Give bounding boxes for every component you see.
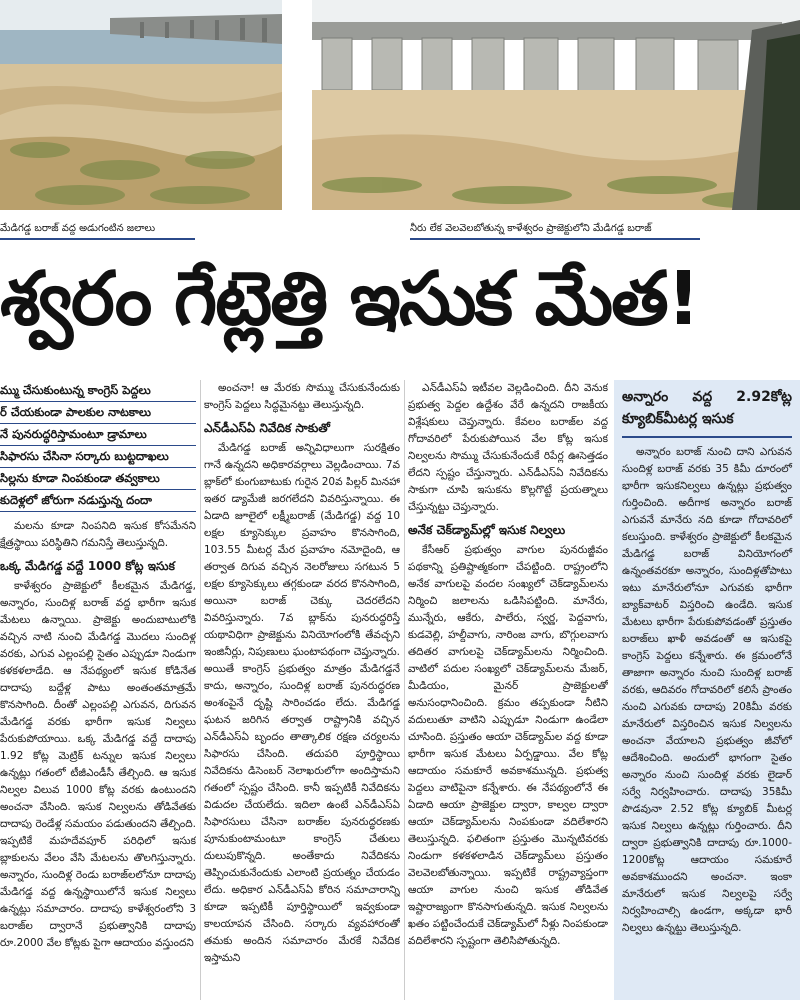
- column-divider: [200, 380, 201, 1000]
- bullet-item: ర్ చేయకుండా పాలకుల నాటకాలు: [0, 402, 196, 424]
- paragraph: కేసీఆర్ ప్రభుత్వం వాగుల పునరుజ్జీవం పథకాన్ని ప్రతిష్టాత్మకంగా చేపట్టింది. రాష్ట్రంలోని అనేక వాగులపై వందల సంఖ్యలో చెక్‌డ్యామ్‌లను నిర్మించి జలాలను ఒడిసిపట్టింది. మానేరు, మున్నేరు, ఆకేరు, పాలేరు, స్వర్ణ, పెద్దవాగు, కుడవెల్లి, హల్దీవాగు, నారింజ వాగు, బొగ్గులవాగు తదితర వాగులపై చెక్‌డ్యామ్‌లను నిర్మించింది. వాటిలో పదుల సంఖ్యలో చెక్‌డ్యామ్‌లను మేజర్, మీడియం, మైనర్ ప్రాజెక్టులతో అనుసంధానించింది. క్రమం తప్పకుండా నీటిని వదులుతూ వాటిని ఎప్పుడూ నిండుగా ఉండేలా చూసింది. ప్రస్తుతం ఆయా చెక్‌డ్యామ్‌ల వద్ద కూడా భారీగా ఇసుక మేటలు ఏర్పడ్డాయి. వేల కోట్ల ఆదాయం సమకూరే అవకాశమున్నది. ప్రభుత్వ పెద్దలు వాటిపైనా కన్నేశారు. ఈ నేపథ్యంలోనే ఈ ఏడాది ఆయా ప్రాజెక్టుల ద్వారా, కాల్వల ద్వారా ఆయా చెక్‌డ్యామ్‌లను నింపకుండా వదిలేశారని తెలుస్తున్నది. ఫలితంగా ప్రస్తుతం మొన్నటివరకు నిండుగా కళకళలాడిన చెక్‌డ్యామ్‌లు ప్రస్తుతం వెలవెలబోతున్నాయి. ఇప్పటికే రాష్ట్రవ్యాప్తంగా ఆయా వాగుల నుంచి ఇసుక తోడివేత ఇష్టారాజ్యంగా కొనసాగుతున్నది. ఇసుక నిల్వలను ఖతం పట్టించేందుకే చెక్‌డ్యామ్‌లో నీళ్లు నింపకుండా వదిలేశారని స్పష్టంగా తెలిసిపోతున్నది.: [408, 544, 608, 947]
- photo-caption-right: నీరు లేక వెలవెలబోతున్న కాళేశ్వరం ప్రాజెక్టులోని మేడిగడ్డ బరాజ్: [410, 223, 652, 234]
- bullet-item: సిఫారసు చేసినా సర్కారు బుట్టదాఖలు: [0, 446, 196, 468]
- photo-medigadda-water: [0, 0, 282, 210]
- column-divider: [404, 380, 405, 1000]
- sidebar-title: అన్నారం వద్ద 2.92కోట్ల క్యూబిక్‌మీటర్ల ఇసుక: [622, 389, 792, 427]
- sidebar-rule: [622, 436, 792, 438]
- subheading: ఒక్క మేడిగడ్డ వద్దే 1000 కోట్ల ఇసుక: [0, 559, 175, 573]
- caption-rule-right: [410, 238, 700, 240]
- paragraph: కాళేశ్వరం ప్రాజెక్టులో కీలకమైన మేడిగడ్డ, అన్నారం, సుందిళ్ల బరాజ్ వద్ద భారీగా ఇసుక మేటలు ఉన్నాయి. ప్రాజెక్టు అందుబాటులోకి వచ్చిన నాటి నుంచి మేడిగడ్డ మొదలు సుందిళ్ల వరకు, ఎగువ ఎల్లంపల్లి సైతం ఎప్పుడూ నిండుగా కళకళలాడేది. ఆ నేపథ్యంలో ఇసుక కోడినేత దాదాపు బద్దేళ్ల పాటు అంతంతమాత్రమే కొనసాగింది. దీంతో ఎల్లంపల్లి ఎగువన, దిగువన మేడిగడ్డ వరకు భారీగా ఇసుక నిల్వలు పేరుకుపోయాయి. ఒక్క మేడిగడ్డ వద్దే దాదాపు 1.92 కోట్ల మెట్రిక్ టన్నుల ఇసుక నిల్వలు ఉన్నట్లు గతంలో టీజీఎండీసీ తేల్చింది. ఆ ఇసుక నిల్వల విలువ 1000 కోట్ల వరకు ఉంటుందని అంచనా వేసింది. ఇసుక నిల్వలను తోడివేతకు దాదాపు రెండేళ్ల సమయం పడుతుందని తేల్చింది. ఇప్పటికే మహదేవపూర్ పరిధిలో ఇసుక బ్లాకులను వేలం వేసి మేటలను తొలగిస్తున్నారు. అన్నారం, సుందిళ్ల రెండు బరాజ్‌లలోనూ దాదాపు మేడిగడ్డ వద్ద ఉన్నస్థాయిలోనే ఇసుక నిల్వలు ఉన్నట్లు సమాచారం. దాదాపు కాళేశ్వరంలోని 3 బరాజ్‌ల ద్వారానే ప్రభుత్వానికి దాదాపు రూ.2000 వేల కోట్లకు పైగా ఆదాయం వస్తుందని: [0, 580, 196, 949]
- headline: శ్వరం గేట్లెత్తి ఇసుక మేత!: [0, 256, 699, 342]
- paragraph: మలను కూడా నింపనిది ఇసుక కోసమేనని క్షేత్రస్థాయి పరిస్థితిని గమనిస్తే తెలుస్తున్నది.: [0, 520, 196, 549]
- highlight-bullets: [0, 380, 196, 512]
- bullet-item: సిల్లను కూడా నింపకుండా తవ్వకాలు: [0, 468, 196, 490]
- photo-caption-left: మేడిగడ్డ బరాజ్ వద్ద అడుగంటిన జలాలు: [0, 223, 156, 234]
- paragraph: అన్నారం బరాజ్ నుంచి దాని ఎగువన సుందిళ్ల బరాజ్ వరకు 35 కిమీ దూరంలో భారీగా ఇసుకనిల్వలు ఉన్నట్లు ప్రభుత్వం గుర్తించింది. అదీగాక అన్నారం బరాజ్ ఎగువనే మానేరు నది కూడా గోదావరిలో కలుస్తుంది. కాళేశ్వరం ప్రాజెక్టులో కీలకమైన మేడిగడ్డ బరాజ్ వినియోగంలో ఉన్నంతవరకూ అన్నారం, సుందిళ్లతోపాటు ఇటు మానేరులోనూ ఎగువకు భారీగా బ్యాక్‌వాటర్ విస్తరించి ఉండేది. ఇసుక మేటలు భారీగా పేరుకుపోవడంతో ప్రస్తుతం బరాజ్‌లు ఖాళీ అవడంతో ఆ ఇసుకపై కాంగ్రెస్ పెద్దలు కన్నేశారు. ఈ క్రమంలోనే తాజాగా అన్నారం నుంచి సుందిళ్ల బరాజ్ వరకు, ఆదివరం గోదావరిలో కలిసే ప్రాంతం నుంచి ఎగువకు దాదాపు 20కిమీ వరకు మానేరులో విస్తరించిన ఇసుక నిల్వలను అంచనా వేయాలని ప్రభుత్వం జీవోలో ఆదేశించింది. అందులో భాగంగా సైతం అన్నారం నుంచి సుందిళ్ల వరకు లైడార్ సర్వే నిర్వహించారు. దాదాపు 35కిమీ పొడవునా 2.52 కోట్ల క్యూబిక్ మీటర్ల ఇసుక నిల్వలు ఉన్నట్లు గుర్తించారు. దీని ద్వారా ప్రభుత్వానికి దాదాపు రూ.1000-1200కోట్ల ఆదాయం సమకూరే అవకాశముందని అంచనా. ఇంకా మానేరులో ఇసుక నిల్వలపై సర్వే నిర్వహించాల్సి ఉండగా, అక్కడా భారీ నిల్వలు ఉన్నట్టు తెలుస్తున్నది.: [622, 446, 792, 934]
- article-column-2: [204, 380, 400, 1000]
- article-column-3: [408, 380, 608, 1000]
- sidebar-box: [614, 380, 800, 1000]
- subheading: ఎన్‌డీఎస్‌ఏ నివేదిక సాకుతో: [204, 421, 330, 435]
- article-column-1: [0, 380, 196, 1000]
- paragraph: అంచనా! ఆ మేరకు సొమ్ము చేసుకునేందుకు కాంగ్రెస్ పెద్దలు సిద్ధమైనట్టు తెలుస్తున్నది.: [204, 382, 400, 411]
- paragraph: ఎన్‌డీఎస్‌ఏ ఇటీవల వెల్లడించింది. దీని వెనుక ప్రభుత్వ పెద్దల ఉద్దేశం వేరే ఉన్నదని రాజకీయ విశ్లేషకులు చెప్తున్నారు. కేవలం బరాజ్‌ల వద్ద గోదావరిలో పేరుకుపోయిన వేల కోట్ల ఇసుక నిల్వలను సొమ్ము చేసుకునేందుకే రిపేర్ల ఊసెత్తడం లేదని స్పష్టం చేస్తున్నారు. ఎన్‌డీఎస్‌ఏ నివేదికను సాకుగా చూపి ఇసుకను కొల్లగొట్టే ప్రయత్నాలు చేస్తున్నట్టు చెప్తున్నారు.: [408, 382, 608, 513]
- paragraph: మేడిగడ్డ బరాజ్ అన్నివిధాలుగా సురక్షితం గానే ఉన్నదని అధికారవర్గాలు వెల్లడించాయి. 7వ బ్లాక్‌లో కుంగుబాటుకు గురైన 20వ పిల్లర్ మినహా ఇతర డ్యామేజీ జరగలేదని వివరిస్తున్నాయి. ఈ ఏడాది జూలైలో లక్ష్మీబరాజ్ (మేడిగడ్డ) వద్ద 10 లక్షల క్యూసెక్కుల ప్రవాహం కొనసాగింది, 103.55 మీటర్ల మేర ప్రవాహం నమోదైంది, ఆ తర్వాత దిగువ వచ్చిన నెలరోజులు సగటున 5 లక్షల క్యూసెక్కులు తగ్గకుండా వరద కొనసాగింది, అయినా బరాజ్ చెక్కు చెదరలేదని వివరిస్తున్నారు. 7వ బ్లాక్‌ను పునరుద్ధరిస్తే యథావిధిగా ప్రాజెక్టును వినియోగంలోకి తేవచ్చని ఇంజినీర్లు, నిపుణులు ఘంటాపథంగా చెప్తున్నారు. అయితే కాంగ్రెస్ ప్రభుత్వం మాత్రం మేడిగడ్డనే కాదు, అన్నారం, సుందిళ్ల బరాజ్ పునరుద్ధరణ అంశంపైనే దృష్టి సారించడం లేదు. మేడిగడ్డ ఘటన జరిగిన తర్వాత రాష్ట్రానికి వచ్చిన ఎన్‌డీఎస్‌ఏ బృందం తాత్కాలిక రక్షణ చర్యలను సిఫారసు చేసింది. తదుపరి పూర్తిస్థాయి నివేదికను డిసెంబర్ నెలాఖరులోగా అందిస్తామని గతంలో స్పష్టం చేసింది. కానీ ఇప్పటికీ నివేదికను విడుదల చేయలేదు. ఇదిలా ఉంటే ఎన్‌డీఎస్‌ఏ సిఫారసులు చేసినా బరాజ్‌ల పునరుద్ధరణకు పూనుకుంటామంటూ కాంగ్రెస్ చేతులు దులుపుకొన్నది. అంతేకాదు నివేదికను తెప్పించుకునేందుకు ఎలాంటి ప్రయత్నం చేయడం లేదు. అధికార ఎన్‌డీఎస్‌ఏ కోరిన సమాచారాన్ని కూడా ఇప్పటికీ పూర్తిస్థాయిలో ఇవ్వకుండా కాలయాపన చేసింది. సర్కారు వ్యవహారంతో తమకు అందిన సమాచారం మేరకే నివేదిక ఇస్తామని: [204, 442, 400, 964]
- photo-medigadda-barrage: [312, 0, 800, 210]
- caption-rule-left: [0, 238, 195, 240]
- bullet-item: నే పునరుద్ధరిస్తామంటూ డ్రామాలు: [0, 424, 196, 446]
- bullet-item: కుదెళ్లలో జోరుగా నడుస్తున్న దందా: [0, 490, 196, 512]
- subheading: అనేక చెక్‌డ్యామ్‌ల్లో ఇసుక నిల్వలు: [408, 523, 566, 537]
- bullet-item: మ్ము చేసుకుంటున్న కాంగ్రెస్ పెద్దలు: [0, 380, 196, 402]
